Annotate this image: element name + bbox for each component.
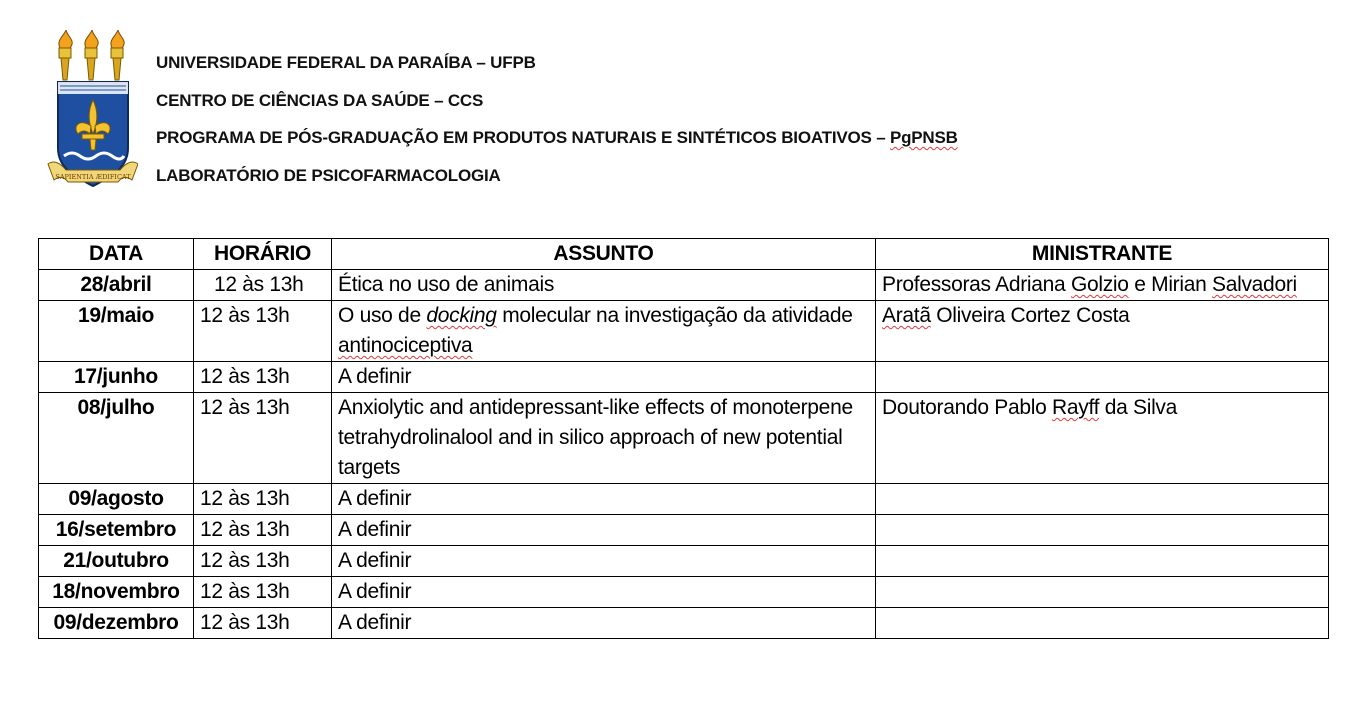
date-cell: 28/abril bbox=[39, 270, 194, 301]
speaker-cell bbox=[876, 393, 1329, 484]
torch-icon bbox=[111, 30, 124, 80]
program-acronym: PgPNSB bbox=[889, 128, 958, 147]
speaker-cell bbox=[876, 484, 1329, 515]
table-row bbox=[39, 608, 1329, 639]
speaker-text: Doutorando Pablo bbox=[882, 396, 1053, 419]
date-cell: 18/novembro bbox=[39, 577, 194, 608]
speaker-text: Salvadori bbox=[1212, 273, 1297, 296]
speaker-cell bbox=[876, 270, 1329, 301]
topic-text: molecular na investigação da atividade bbox=[496, 304, 853, 327]
time-cell: 12 às 13h bbox=[194, 546, 332, 577]
speaker-text: Professoras Adriana bbox=[882, 273, 1071, 296]
time-cell: 12 às 13h bbox=[194, 515, 332, 546]
time-cell: 12 às 13h bbox=[194, 484, 332, 515]
center-name: CENTRO DE CIÊNCIAS DA SAÚDE – CCS bbox=[156, 90, 484, 110]
university-name: UNIVERSIDADE FEDERAL DA PARAÍBA – UFPB bbox=[156, 53, 536, 72]
torch-icon bbox=[85, 30, 98, 80]
torch-icon bbox=[59, 30, 72, 80]
table-row bbox=[39, 301, 1329, 362]
topic-cell: A definir bbox=[332, 608, 876, 639]
topic-cell: A definir bbox=[332, 546, 876, 577]
program-name bbox=[156, 119, 958, 157]
date-cell: 09/agosto bbox=[39, 484, 194, 515]
ufpb-logo bbox=[46, 30, 138, 195]
speaker-cell bbox=[876, 546, 1329, 577]
topic-text: O uso de bbox=[338, 304, 427, 327]
speaker-cell bbox=[876, 608, 1329, 639]
header-topic: ASSUNTO bbox=[332, 239, 876, 270]
speaker-text: Oliveira Cortez Costa bbox=[930, 304, 1130, 327]
header-date: DATA bbox=[39, 239, 194, 270]
speaker-cell bbox=[876, 577, 1329, 608]
time-cell: 12 às 13h bbox=[194, 393, 332, 484]
table-row bbox=[39, 515, 1329, 546]
ufpb-crest-icon bbox=[46, 30, 138, 195]
speaker-text: Rayff bbox=[1052, 396, 1100, 419]
laboratory-name: LABORATÓRIO DE PSICOFARMACOLOGIA bbox=[156, 165, 501, 185]
time-cell: 12 às 13h bbox=[194, 577, 332, 608]
schedule-table bbox=[38, 238, 1329, 639]
table-row bbox=[39, 484, 1329, 515]
institution-header bbox=[156, 44, 958, 194]
topic-cell: Anxiolytic and antidepressant-like effects of monoterpene tetrahydrolinalool and in silico approach of new potential targets bbox=[332, 393, 876, 484]
speaker-text: e Mirian bbox=[1128, 273, 1213, 296]
time-cell: 12 às 13h bbox=[194, 270, 332, 301]
table-row bbox=[39, 270, 1329, 301]
speaker-cell bbox=[876, 362, 1329, 393]
logo-motto: SAPIENTIA ÆDIFICAT bbox=[55, 173, 131, 181]
date-cell: 08/julho bbox=[39, 393, 194, 484]
time-cell: 12 às 13h bbox=[194, 362, 332, 393]
table-header-row bbox=[39, 239, 1329, 270]
header-speaker: MINISTRANTE bbox=[876, 239, 1329, 270]
topic-text: docking bbox=[426, 304, 497, 327]
table-row bbox=[39, 577, 1329, 608]
speaker-cell bbox=[876, 515, 1329, 546]
topic-cell: A definir bbox=[332, 362, 876, 393]
date-cell: 17/junho bbox=[39, 362, 194, 393]
table-row bbox=[39, 362, 1329, 393]
time-cell: 12 às 13h bbox=[194, 608, 332, 639]
topic-cell: A definir bbox=[332, 515, 876, 546]
topic-cell: A definir bbox=[332, 484, 876, 515]
topic-cell: Ética no uso de animais bbox=[332, 270, 876, 301]
speaker-text: da Silva bbox=[1099, 396, 1178, 419]
header-time: HORÁRIO bbox=[194, 239, 332, 270]
program-name-text: PROGRAMA DE PÓS-GRADUAÇÃO EM PRODUTOS NATURAIS E SINTÉTICOS BIOATIVOS – bbox=[156, 128, 890, 147]
time-cell: 12 às 13h bbox=[194, 301, 332, 362]
date-cell: 09/dezembro bbox=[39, 608, 194, 639]
table-row bbox=[39, 546, 1329, 577]
speaker-cell bbox=[876, 301, 1329, 362]
table-row bbox=[39, 393, 1329, 484]
speaker-text: Golzio bbox=[1070, 273, 1129, 296]
date-cell: 19/maio bbox=[39, 301, 194, 362]
topic-cell: A definir bbox=[332, 577, 876, 608]
date-cell: 16/setembro bbox=[39, 515, 194, 546]
topic-cell bbox=[332, 301, 876, 362]
topic-text: antinociceptiva bbox=[338, 334, 473, 357]
speaker-text: Aratã bbox=[882, 304, 931, 327]
date-cell: 21/outubro bbox=[39, 546, 194, 577]
